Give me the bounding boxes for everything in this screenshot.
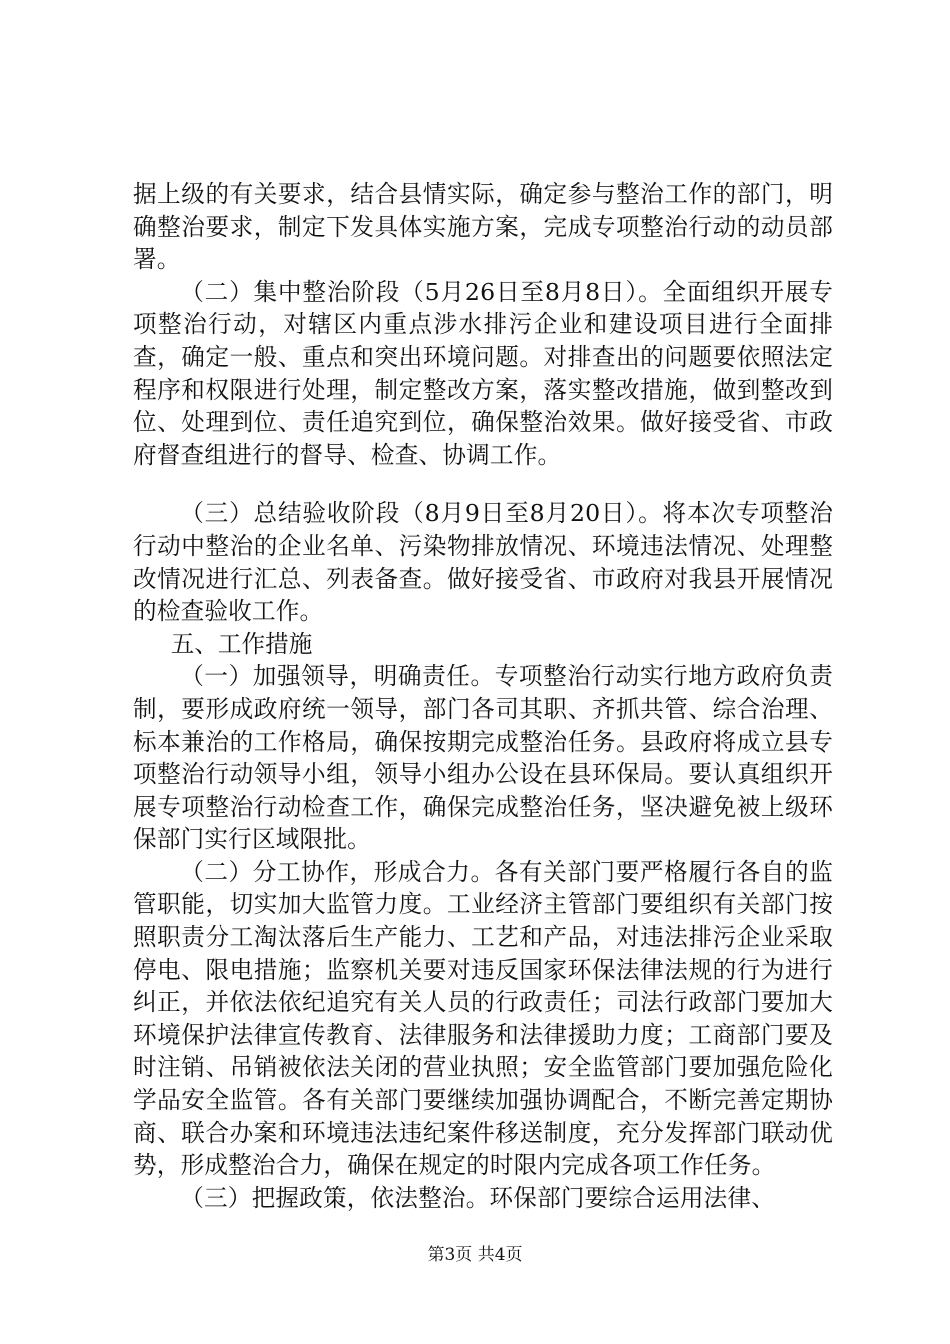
paragraph-stage-three: （三）总结验收阶段（8月9日至8月20日）。将本次专项整治行动中整治的企业名单、污染物排放情况、环境违法情况、处理整改情况进行汇总、列表备查。做好接受省、市政府对我县开展情况的检查验收工作。 bbox=[133, 499, 833, 626]
paragraph-continuation: 据上级的有关要求，结合县情实际，确定参与整治工作的部门，明确整治要求，制定下发具体实施方案，完成专项整治行动的动员部署。 bbox=[133, 180, 833, 274]
paragraph-measure-one: （一）加强领导，明确责任。专项整治行动实行地方政府负责制，要形成政府统一领导，部门各司其职、齐抓共管、综合治理、标本兼治的工作格局，确保按期完成整治任务。县政府将成立县专项整治行动领导小组，领导小组办公设在县环保局。要认真组织开展专项整治行动检查工作，确保完成整治任务，坚决避免被上级环保部门实行区域限批。 bbox=[133, 662, 833, 854]
paragraph-measure-two: （二）分工协作，形成合力。各有关部门要严格履行各自的监管职能，切实加大监管力度。工业经济主管部门要组织有关部门按照职责分工淘汰落后生产能力、工艺和产品，对违法排污企业采取停电、限电措施；监察机关要对违反国家环保法律法规的行为进行纠正，并依法依纪追究有关人员的行政责任；司法行政部门要加大环境保护法律宣传教育、法律服务和法律援助力度；工商部门要及时注销、吊销被依法关闭的营业执照；安全监管部门要加强危险化学品安全监管。各有关部门要继续加强协调配合，不断完善定期协商、联合办案和环境违法违纪案件移送制度，充分发挥部门联动优势，形成整治合力，确保在规定的时限内完成各项工作任务。 bbox=[133, 857, 833, 1180]
paragraph-stage-two: （二）集中整治阶段（5月26日至8月8日）。全面组织开展专项整治行动，对辖区内重点涉水排污企业和建设项目进行全面排查，确定一般、重点和突出环境问题。对排查出的问题要依照法定程序和权限进行处理，制定整改方案，落实整改措施，做到整改到位、处理到位、责任追究到位，确保整治效果。做好接受省、市政府督查组进行的督导、检查、协调工作。 bbox=[133, 277, 833, 469]
page-footer: 第3页 共4页 bbox=[427, 1245, 523, 1265]
document-body bbox=[133, 178, 833, 1214]
section-heading-measures: 五、工作措施 bbox=[170, 629, 313, 658]
paragraph-spacer bbox=[133, 471, 833, 497]
paragraph-measure-three: （三）把握政策，依法整治。环保部门要综合运用法律、 bbox=[180, 1183, 776, 1212]
